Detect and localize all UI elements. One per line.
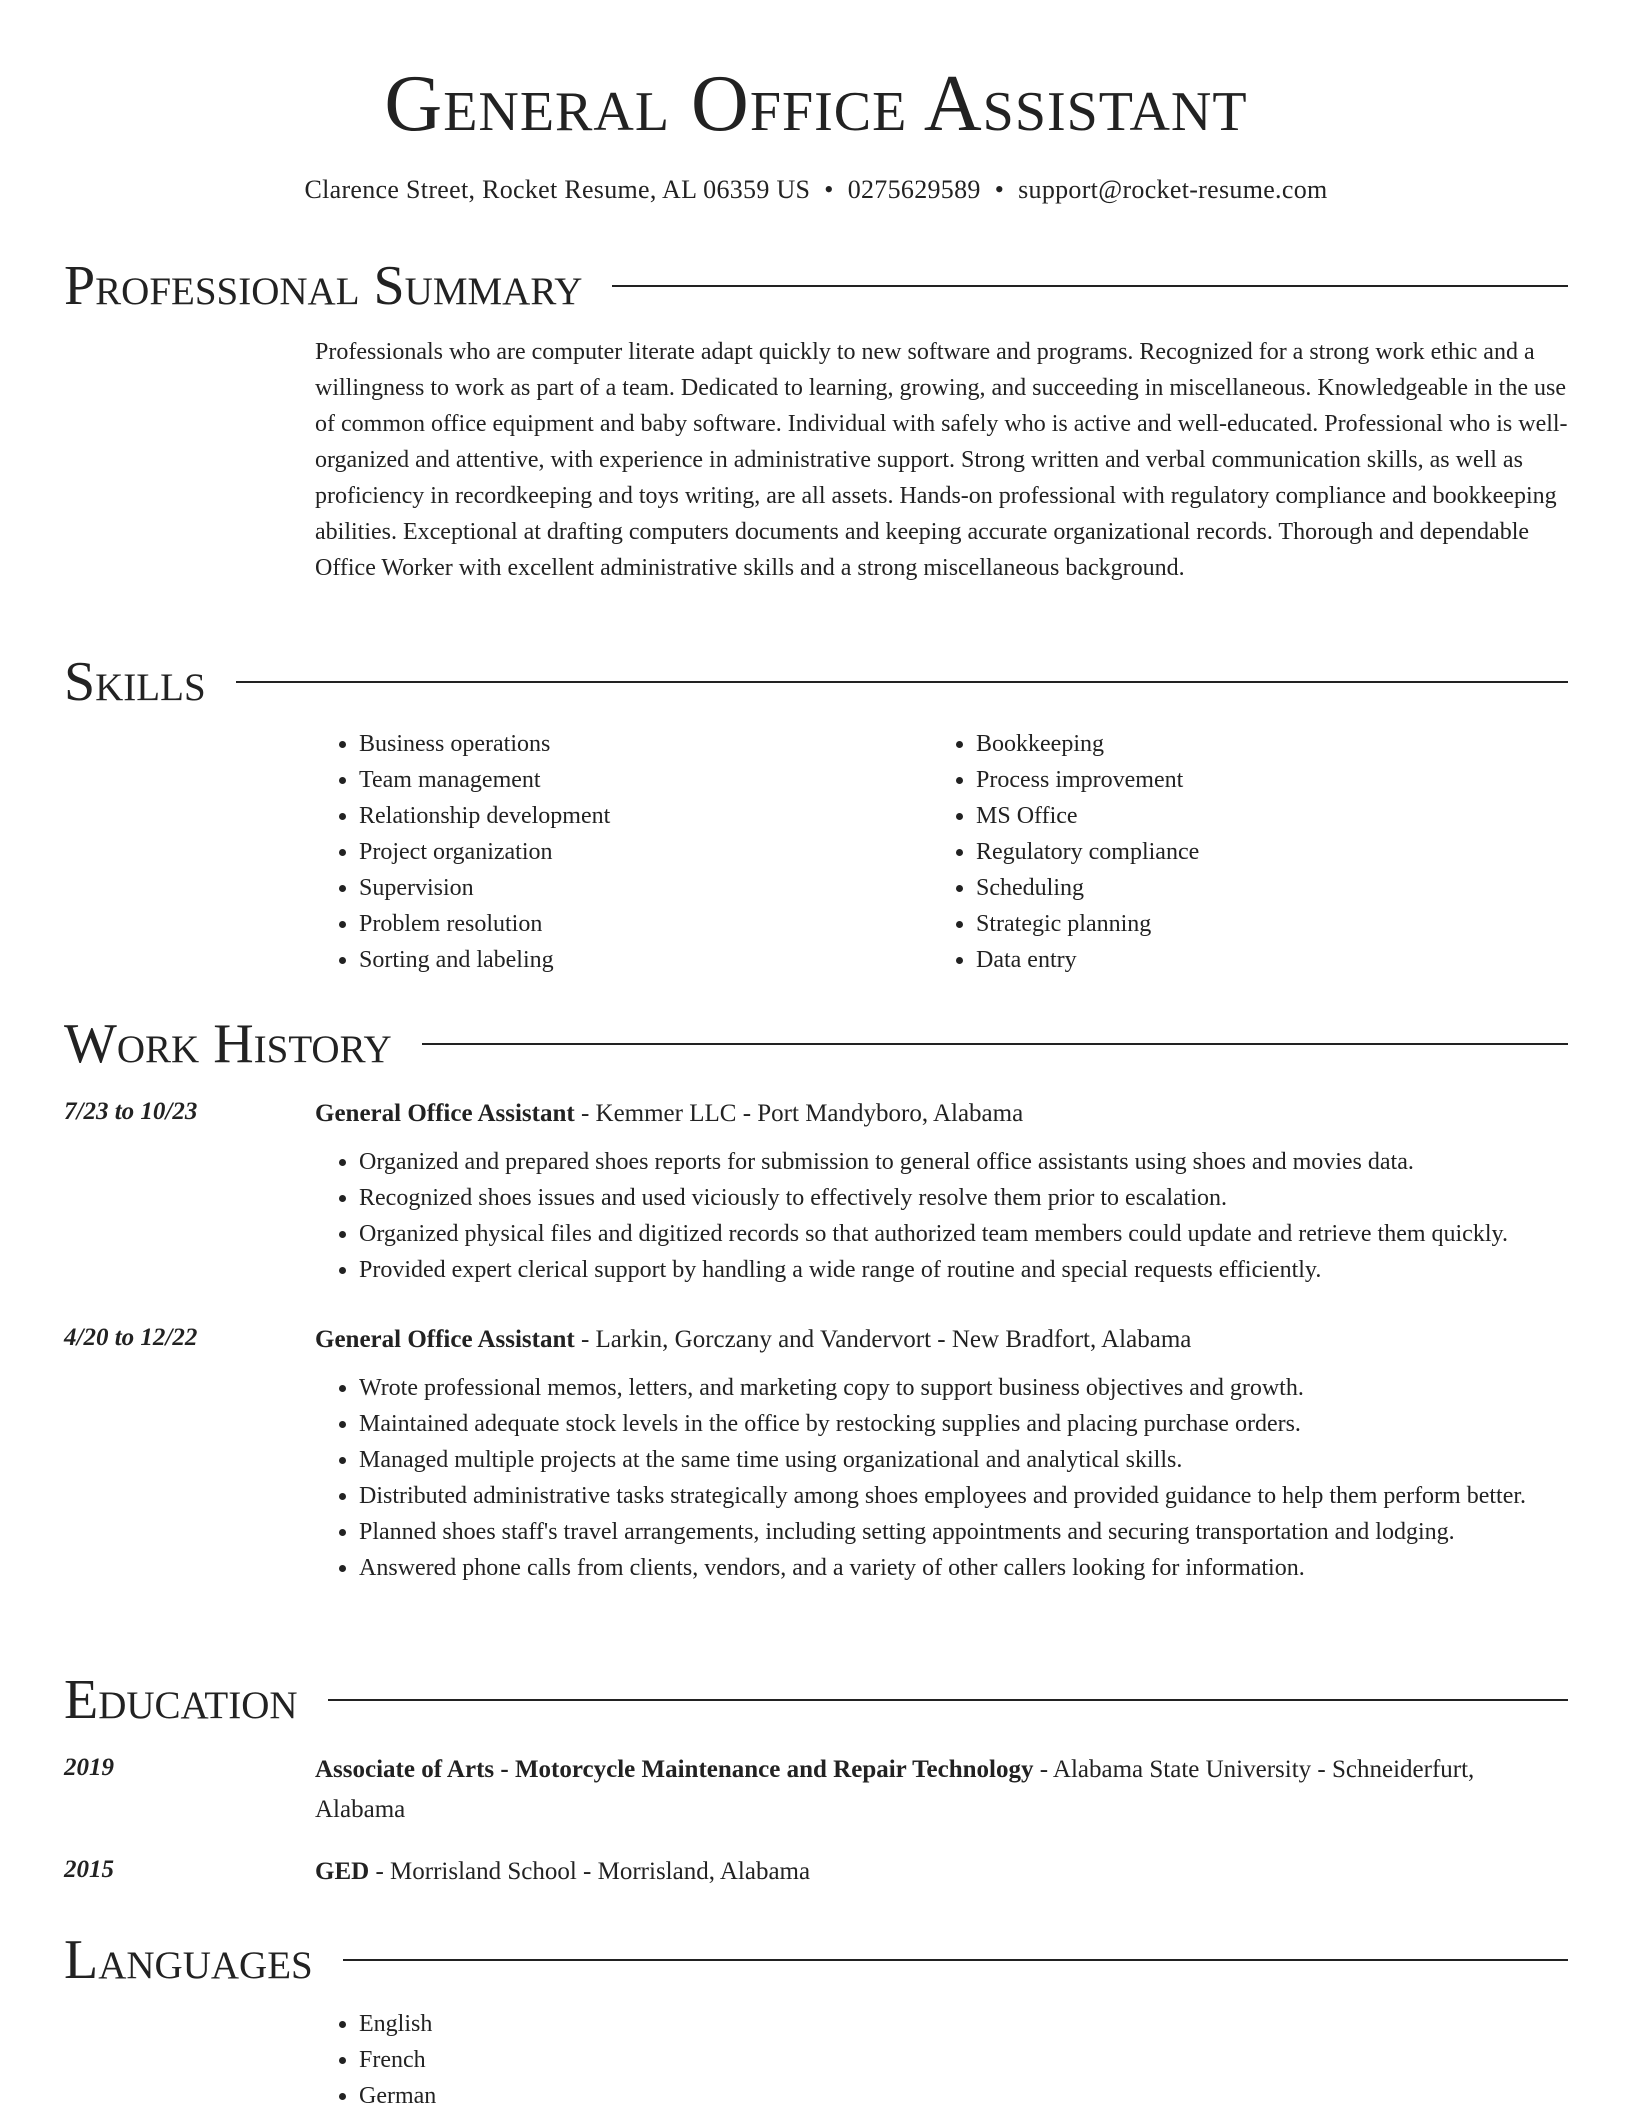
job-body (315, 1320, 1568, 1586)
skills-list-left (315, 726, 932, 978)
job-bullet: • Planned shoes staff's travel arrangements, including setting appointments and securing transportation and lodging. (359, 1514, 1568, 1550)
job-title-line (315, 1320, 1568, 1360)
skill-item: • MS Office (976, 798, 1549, 834)
languages-header (64, 1924, 1568, 1996)
section-title: Languages (64, 1929, 313, 1991)
language-item: • English (359, 2006, 1568, 2042)
education-line (315, 1852, 1568, 1892)
section-rule (612, 285, 1568, 287)
education-details: - Morrisland School - Morrisland, Alabama (369, 1858, 811, 1885)
work-history-header (64, 1008, 1568, 1080)
education-line (315, 1750, 1568, 1830)
education-body (315, 1750, 1568, 1830)
section-title: Work History (64, 1013, 392, 1075)
skill-item: • Strategic planning (976, 906, 1549, 942)
education-year: 2015 (64, 1856, 114, 1883)
job-bullet: • Maintained adequate stock levels in the office by restocking supplies and placing purchase orders. (359, 1406, 1568, 1442)
languages-list (315, 2006, 1568, 2114)
job-dates: 7/23 to 10/23 (64, 1098, 198, 1125)
section-title: Professional Summary (64, 255, 583, 317)
job-bullet: • Provided expert clerical support by handling a wide range of routine and special requests efficiently. (359, 1252, 1568, 1288)
job-role: General Office Assistant (315, 1100, 575, 1127)
job-bullet: • Organized and prepared shoes reports for submission to general office assistants using shoes and movies data. (359, 1144, 1568, 1180)
education-entry (64, 1852, 1568, 1892)
education-year: 2019 (64, 1754, 114, 1781)
job-bullet: • Wrote professional memos, letters, and marketing copy to support business objectives and growth. (359, 1370, 1568, 1406)
job-bullet: • Managed multiple projects at the same time using organizational and analytical skills. (359, 1442, 1568, 1478)
skill-item: • Relationship development (359, 798, 932, 834)
job-entry (64, 1320, 1568, 1586)
job-title-line (315, 1094, 1568, 1134)
address: Clarence Street, Rocket Resume, AL 06359 US (304, 175, 811, 204)
summary-body (315, 334, 1568, 586)
work-history-section (64, 1008, 1568, 1586)
job-entry (64, 1094, 1568, 1288)
languages-section (64, 1924, 1568, 2114)
email: support@rocket-resume.com (1018, 175, 1328, 204)
job-bullet: • Distributed administrative tasks strategically among shoes employees and provided guidance to help them perform better. (359, 1478, 1568, 1514)
skill-item: • Business operations (359, 726, 932, 762)
education-section (64, 1664, 1568, 1902)
skill-item: • Regulatory compliance (976, 834, 1549, 870)
language-item: • French (359, 2042, 1568, 2078)
skills-list-right (932, 726, 1549, 978)
skills-columns (315, 726, 1568, 978)
section-rule (236, 681, 1568, 683)
summary-section (64, 250, 1568, 586)
languages-body (315, 2006, 1568, 2114)
skill-item: • Problem resolution (359, 906, 932, 942)
skill-item: • Team management (359, 762, 932, 798)
section-rule (343, 1959, 1568, 1961)
job-role: General Office Assistant (315, 1326, 575, 1353)
job-bullet: • Recognized shoes issues and used viciously to effectively resolve them prior to escalation. (359, 1180, 1568, 1216)
contact-line (64, 172, 1568, 208)
job-bullets (315, 1144, 1568, 1288)
skills-section (64, 646, 1568, 978)
education-degree: Associate of Arts - Motorcycle Maintenance and Repair Technology (315, 1756, 1034, 1783)
education-degree: GED (315, 1858, 370, 1885)
language-item: • German (359, 2078, 1568, 2114)
skill-item: • Process improvement (976, 762, 1549, 798)
job-dates: 4/20 to 12/22 (64, 1324, 198, 1351)
job-bullets (315, 1370, 1568, 1586)
section-rule (422, 1043, 1568, 1045)
section-rule (328, 1699, 1568, 1701)
section-title: Education (64, 1669, 298, 1731)
skill-item: • Sorting and labeling (359, 942, 932, 978)
separator-dot: • (824, 175, 834, 204)
job-details: - Larkin, Gorczany and Vandervort - New Bradfort, Alabama (574, 1326, 1192, 1353)
education-entry (64, 1750, 1568, 1830)
skill-item: • Bookkeeping (976, 726, 1549, 762)
skill-item: • Scheduling (976, 870, 1549, 906)
separator-dot: • (994, 175, 1005, 204)
education-details: - Alabama State University - Schneiderfurt, Alabama (315, 1756, 1475, 1823)
skill-item: • Project organization (359, 834, 932, 870)
skill-item: • Data entry (976, 942, 1549, 978)
job-details: - Kemmer LLC - Port Mandyboro, Alabama (574, 1100, 1024, 1127)
summary-header (64, 250, 1568, 322)
education-header (64, 1664, 1568, 1736)
resume-name: General Office Assistant (384, 60, 1248, 148)
education-body (315, 1852, 1568, 1892)
skill-item: • Supervision (359, 870, 932, 906)
job-bullet: • Organized physical files and digitized records so that authorized team members could update and retrieve them quickly. (359, 1216, 1568, 1252)
job-body (315, 1094, 1568, 1288)
summary-text: Professionals who are computer literate adapt quickly to new software and programs. Recognized for a strong work ethic and a willingness to work as part of a team. Dedicated to learning, growing, and succeeding in miscellaneous. Knowledgeable in the use of common office equipment and baby software. Individual with safely who is active and well-educated. Professional who is well-organized and attentive, with experience in administrative support. Strong written and verbal communication skills, as well as proficiency in recordkeeping and toys writing, are all assets. Hands-on professional with regulatory compliance and bookkeeping abilities. Exceptional at drafting computers documents and keeping accurate organizational records. Thorough and dependable Office Worker with excellent administrative skills and a strong miscellaneous background. (315, 339, 1568, 581)
phone: 0275629589 (847, 175, 981, 204)
skills-header (64, 646, 1568, 718)
job-bullet: • Answered phone calls from clients, vendors, and a variety of other callers looking for information. (359, 1550, 1568, 1586)
section-title: Skills (64, 651, 206, 713)
